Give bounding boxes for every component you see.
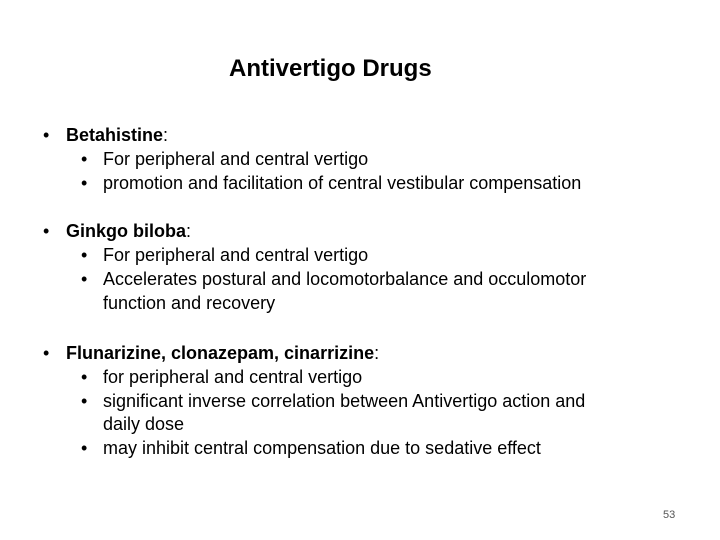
sub-item-continuation: function and recovery: [103, 293, 276, 313]
section-heading-ginkgo: [66, 220, 191, 242]
sub-item: Accelerates postural and locomotorbalance and occulomotor: [103, 269, 587, 289]
drug-name: Betahistine: [66, 125, 164, 145]
drug-name: Flunarizine, clonazepam, cinarrizine: [66, 343, 375, 363]
colon: :: [163, 125, 169, 145]
drug-name: Ginkgo biloba: [66, 221, 186, 241]
section-heading-betahistine: [66, 124, 168, 146]
sub-bullet-marker: •: [81, 367, 88, 387]
sub-item: For peripheral and central vertigo: [103, 245, 369, 265]
sub-item: may inhibit central compensation due to sedative effect: [103, 438, 541, 458]
colon: :: [186, 221, 192, 241]
sub-bullet-marker: •: [81, 149, 88, 169]
sub-bullet-marker: •: [81, 269, 88, 289]
sub-bullet-marker: •: [81, 245, 88, 265]
sub-bullet-marker: •: [81, 173, 88, 193]
sub-bullet-marker: •: [81, 438, 88, 458]
sub-item: promotion and facilitation of central vestibular compensation: [103, 173, 582, 193]
sub-item-continuation: daily dose: [103, 414, 185, 434]
slide-title: Antivertigo Drugs: [229, 55, 432, 82]
colon: :: [374, 343, 380, 363]
sub-item: for peripheral and central vertigo: [103, 367, 363, 387]
bullet-marker: •: [43, 343, 50, 363]
bullet-marker: •: [43, 125, 50, 145]
sub-bullet-marker: •: [81, 391, 88, 411]
section-heading-flunarizine: [66, 342, 379, 364]
sub-item: For peripheral and central vertigo: [103, 149, 369, 169]
page-number: 53: [663, 509, 676, 521]
sub-item: significant inverse correlation between Antivertigo action and: [103, 391, 586, 411]
bullet-marker: •: [43, 221, 50, 241]
